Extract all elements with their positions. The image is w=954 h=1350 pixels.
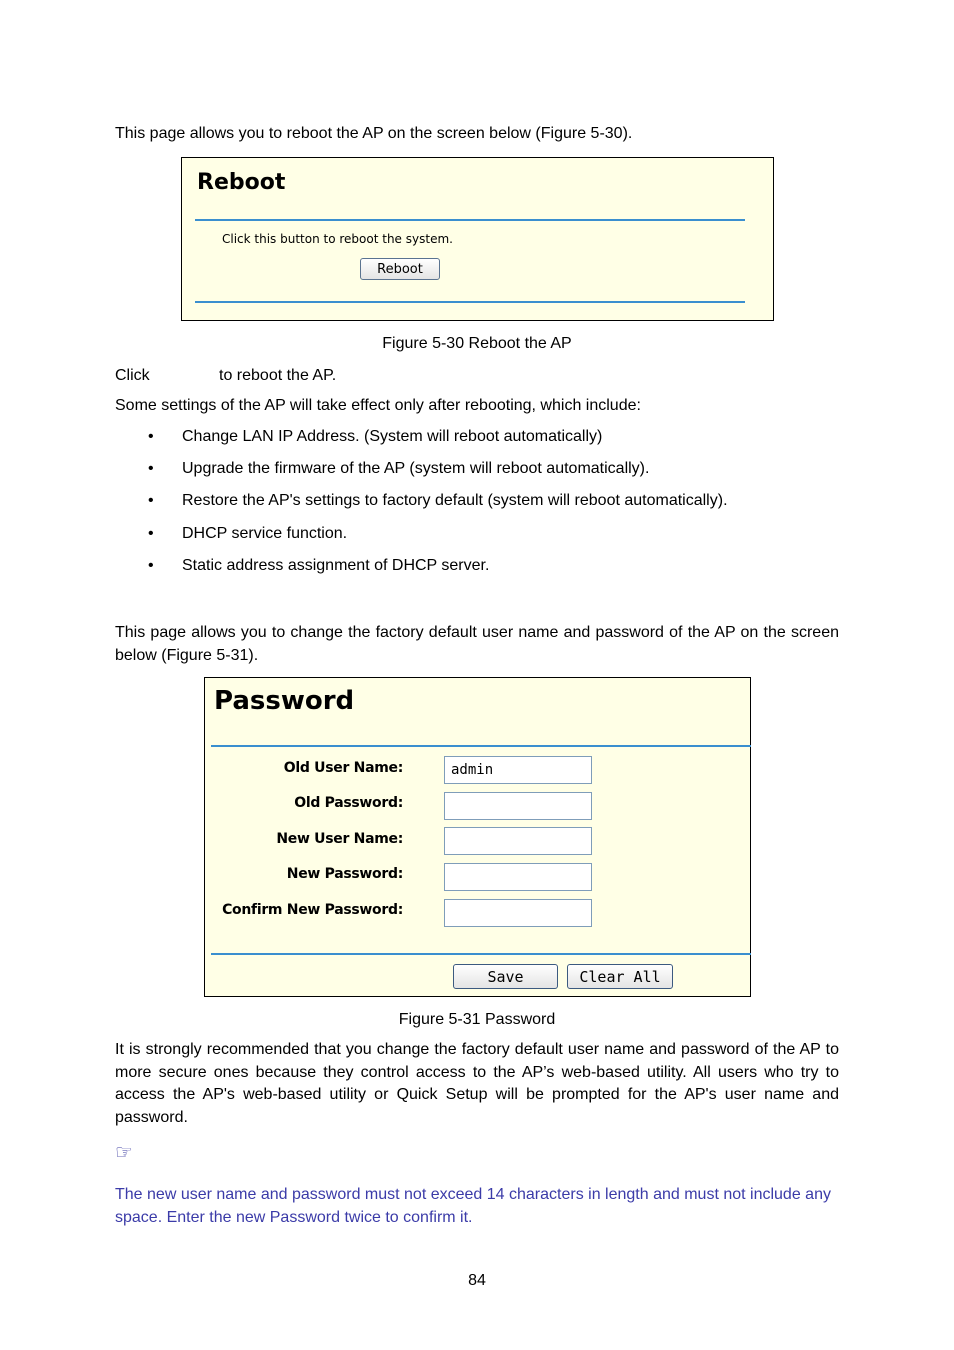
password-labels-column [205,678,403,998]
list-item-text: Upgrade the firmware of the AP (system will reboot automatically). [182,460,650,478]
old-password-label: Old Password: [294,795,403,811]
clear-all-button[interactable]: Clear All [567,964,673,989]
click-prefix: Click [115,367,150,384]
intro-password-text: This page allows you to change the factory default user name and password of the AP on the screen below (Figure 5-31). [115,624,839,664]
figure-caption-reboot: Figure 5-30 Reboot the AP [382,335,572,352]
bullet-marker: • [148,428,154,445]
list-item [115,426,728,458]
list-item [115,523,728,555]
reboot-button[interactable]: Reboot [360,258,440,280]
list-item [115,555,728,587]
list-item-text: Restore the AP's settings to factory default (system will reboot automatically). [182,492,728,510]
new-password-label: New Password: [286,866,403,882]
reboot-panel-title: Reboot [197,170,286,195]
bullet-marker: • [148,556,154,574]
password-panel [204,677,751,997]
old-user-name-label: Old User Name: [283,760,403,776]
password-panel-title: Password [214,686,355,716]
recommendation-text: It is strongly recommended that you change the factory default user name and password of the AP to more secure ones because they control access to the AP’s web-based utility. All users who try to access the AP's web-based utility or Quick Setup will be prompted for the AP's user name and password. [115,1041,839,1126]
list-item-text: DHCP service function. [182,524,348,542]
list-item-text: Change LAN IP Address. (System will reboot automatically) [182,428,603,445]
old-user-name-input[interactable] [444,756,592,784]
new-user-name-input[interactable] [444,827,592,855]
reboot-bottom-divider [195,301,745,303]
reboot-instruction: Click this button to reboot the system. [222,232,453,246]
list-item [115,490,728,522]
confirm-new-password-label: Confirm New Password: [222,902,403,918]
list-item-text: Static address assignment of DHCP server. [182,556,490,574]
new-password-input[interactable] [444,863,592,891]
list-item [115,458,728,490]
reboot-settings-list [115,426,728,587]
new-user-name-label: New User Name: [276,831,403,847]
old-password-input[interactable] [444,792,592,820]
bullet-marker: • [148,460,154,478]
save-button[interactable]: Save [453,964,558,989]
note-text: The new user name and password must not exceed 14 characters in length and must not include any space. Enter the new Password twice to confirm it. [115,1186,831,1226]
bullet-marker: • [148,524,154,542]
bullet-marker: • [148,492,154,510]
reboot-top-divider [195,219,745,221]
page-number: 84 [468,1272,486,1289]
confirm-new-password-input[interactable] [444,899,592,927]
figure-caption-password: Figure 5-31 Password [398,1011,556,1028]
reboot-panel [181,157,774,321]
password-bottom-divider [211,953,751,955]
settings-intro: Some settings of the AP will take effect only after rebooting, which include: [115,397,641,414]
pointing-hand-icon: ☞ [115,1140,133,1164]
click-suffix: to reboot the AP. [219,367,337,384]
intro-reboot-text: This page allows you to reboot the AP on the screen below (Figure 5-30). [115,125,633,142]
